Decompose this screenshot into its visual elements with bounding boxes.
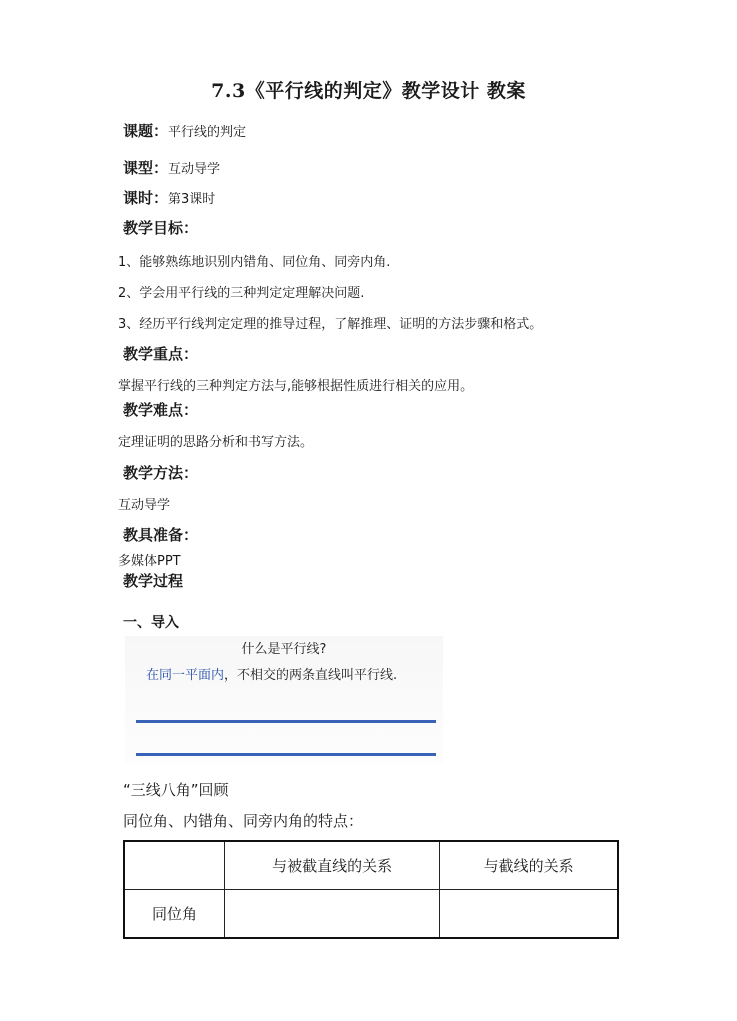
table-header-cell bbox=[124, 841, 225, 890]
page-title: 7.3《平行线的判定》教学设计 教案 bbox=[211, 80, 526, 102]
table-row bbox=[124, 890, 618, 939]
slide-definition bbox=[146, 664, 397, 683]
topic-row bbox=[123, 120, 246, 141]
process-heading: 教学过程 bbox=[123, 572, 184, 590]
intro-heading: 一、导入 bbox=[123, 615, 179, 631]
period-label: 课时： bbox=[123, 189, 169, 207]
period-value: 第3课时 bbox=[168, 192, 216, 207]
methods-text: 互动导学 bbox=[118, 498, 171, 513]
key-points-heading: 教学重点： bbox=[123, 345, 199, 363]
type-value: 互动导学 bbox=[168, 162, 221, 177]
tools-heading: 教具准备： bbox=[123, 526, 199, 544]
difficulties-text: 定理证明的思路分析和书写方法。 bbox=[118, 435, 314, 450]
table-header-row bbox=[124, 841, 618, 890]
features-text: 同位角、内错角、同旁内角的特点： bbox=[123, 812, 364, 830]
table-cell bbox=[440, 890, 618, 939]
difficulties-heading: 教学难点： bbox=[123, 401, 199, 419]
key-points-text: 掌握平行线的三种判定方法与,能够根据性质进行相关的应用。 bbox=[118, 379, 474, 394]
parallel-line-top bbox=[136, 720, 436, 723]
objectives-heading: 教学目标： bbox=[123, 219, 199, 237]
parallel-line-bottom bbox=[136, 753, 436, 756]
slide-definition-rest: ，不相交的两条直线叫平行线. bbox=[224, 668, 398, 683]
topic-value: 平行线的判定 bbox=[168, 125, 247, 140]
table-cell: 同位角 bbox=[124, 890, 225, 939]
slide-question: 什么是平行线? bbox=[241, 642, 327, 657]
period-row bbox=[123, 187, 215, 208]
tools-text: 多媒体PPT bbox=[118, 554, 181, 569]
table-header-cell: 与被截直线的关系 bbox=[225, 841, 440, 890]
topic-label: 课题： bbox=[123, 122, 169, 140]
objective-item: 1、能够熟练地识别内错角、同位角、同旁内角. bbox=[118, 255, 391, 270]
slide-image bbox=[125, 636, 443, 764]
objective-item: 3、经历平行线判定定理的推导过程，了解推理、证明的方法步骤和格式。 bbox=[118, 317, 543, 332]
angle-comparison-table bbox=[123, 840, 619, 939]
slide-definition-highlight: 在同一平面内 bbox=[146, 668, 225, 683]
review-text: “三线八角”回顾 bbox=[123, 781, 229, 799]
type-label: 课型： bbox=[123, 159, 169, 177]
methods-heading: 教学方法： bbox=[123, 464, 199, 482]
table-cell bbox=[225, 890, 440, 939]
table-header-cell: 与截线的关系 bbox=[440, 841, 618, 890]
type-row bbox=[123, 157, 220, 178]
objective-item: 2、学会用平行线的三种判定定理解决问题. bbox=[118, 286, 365, 301]
